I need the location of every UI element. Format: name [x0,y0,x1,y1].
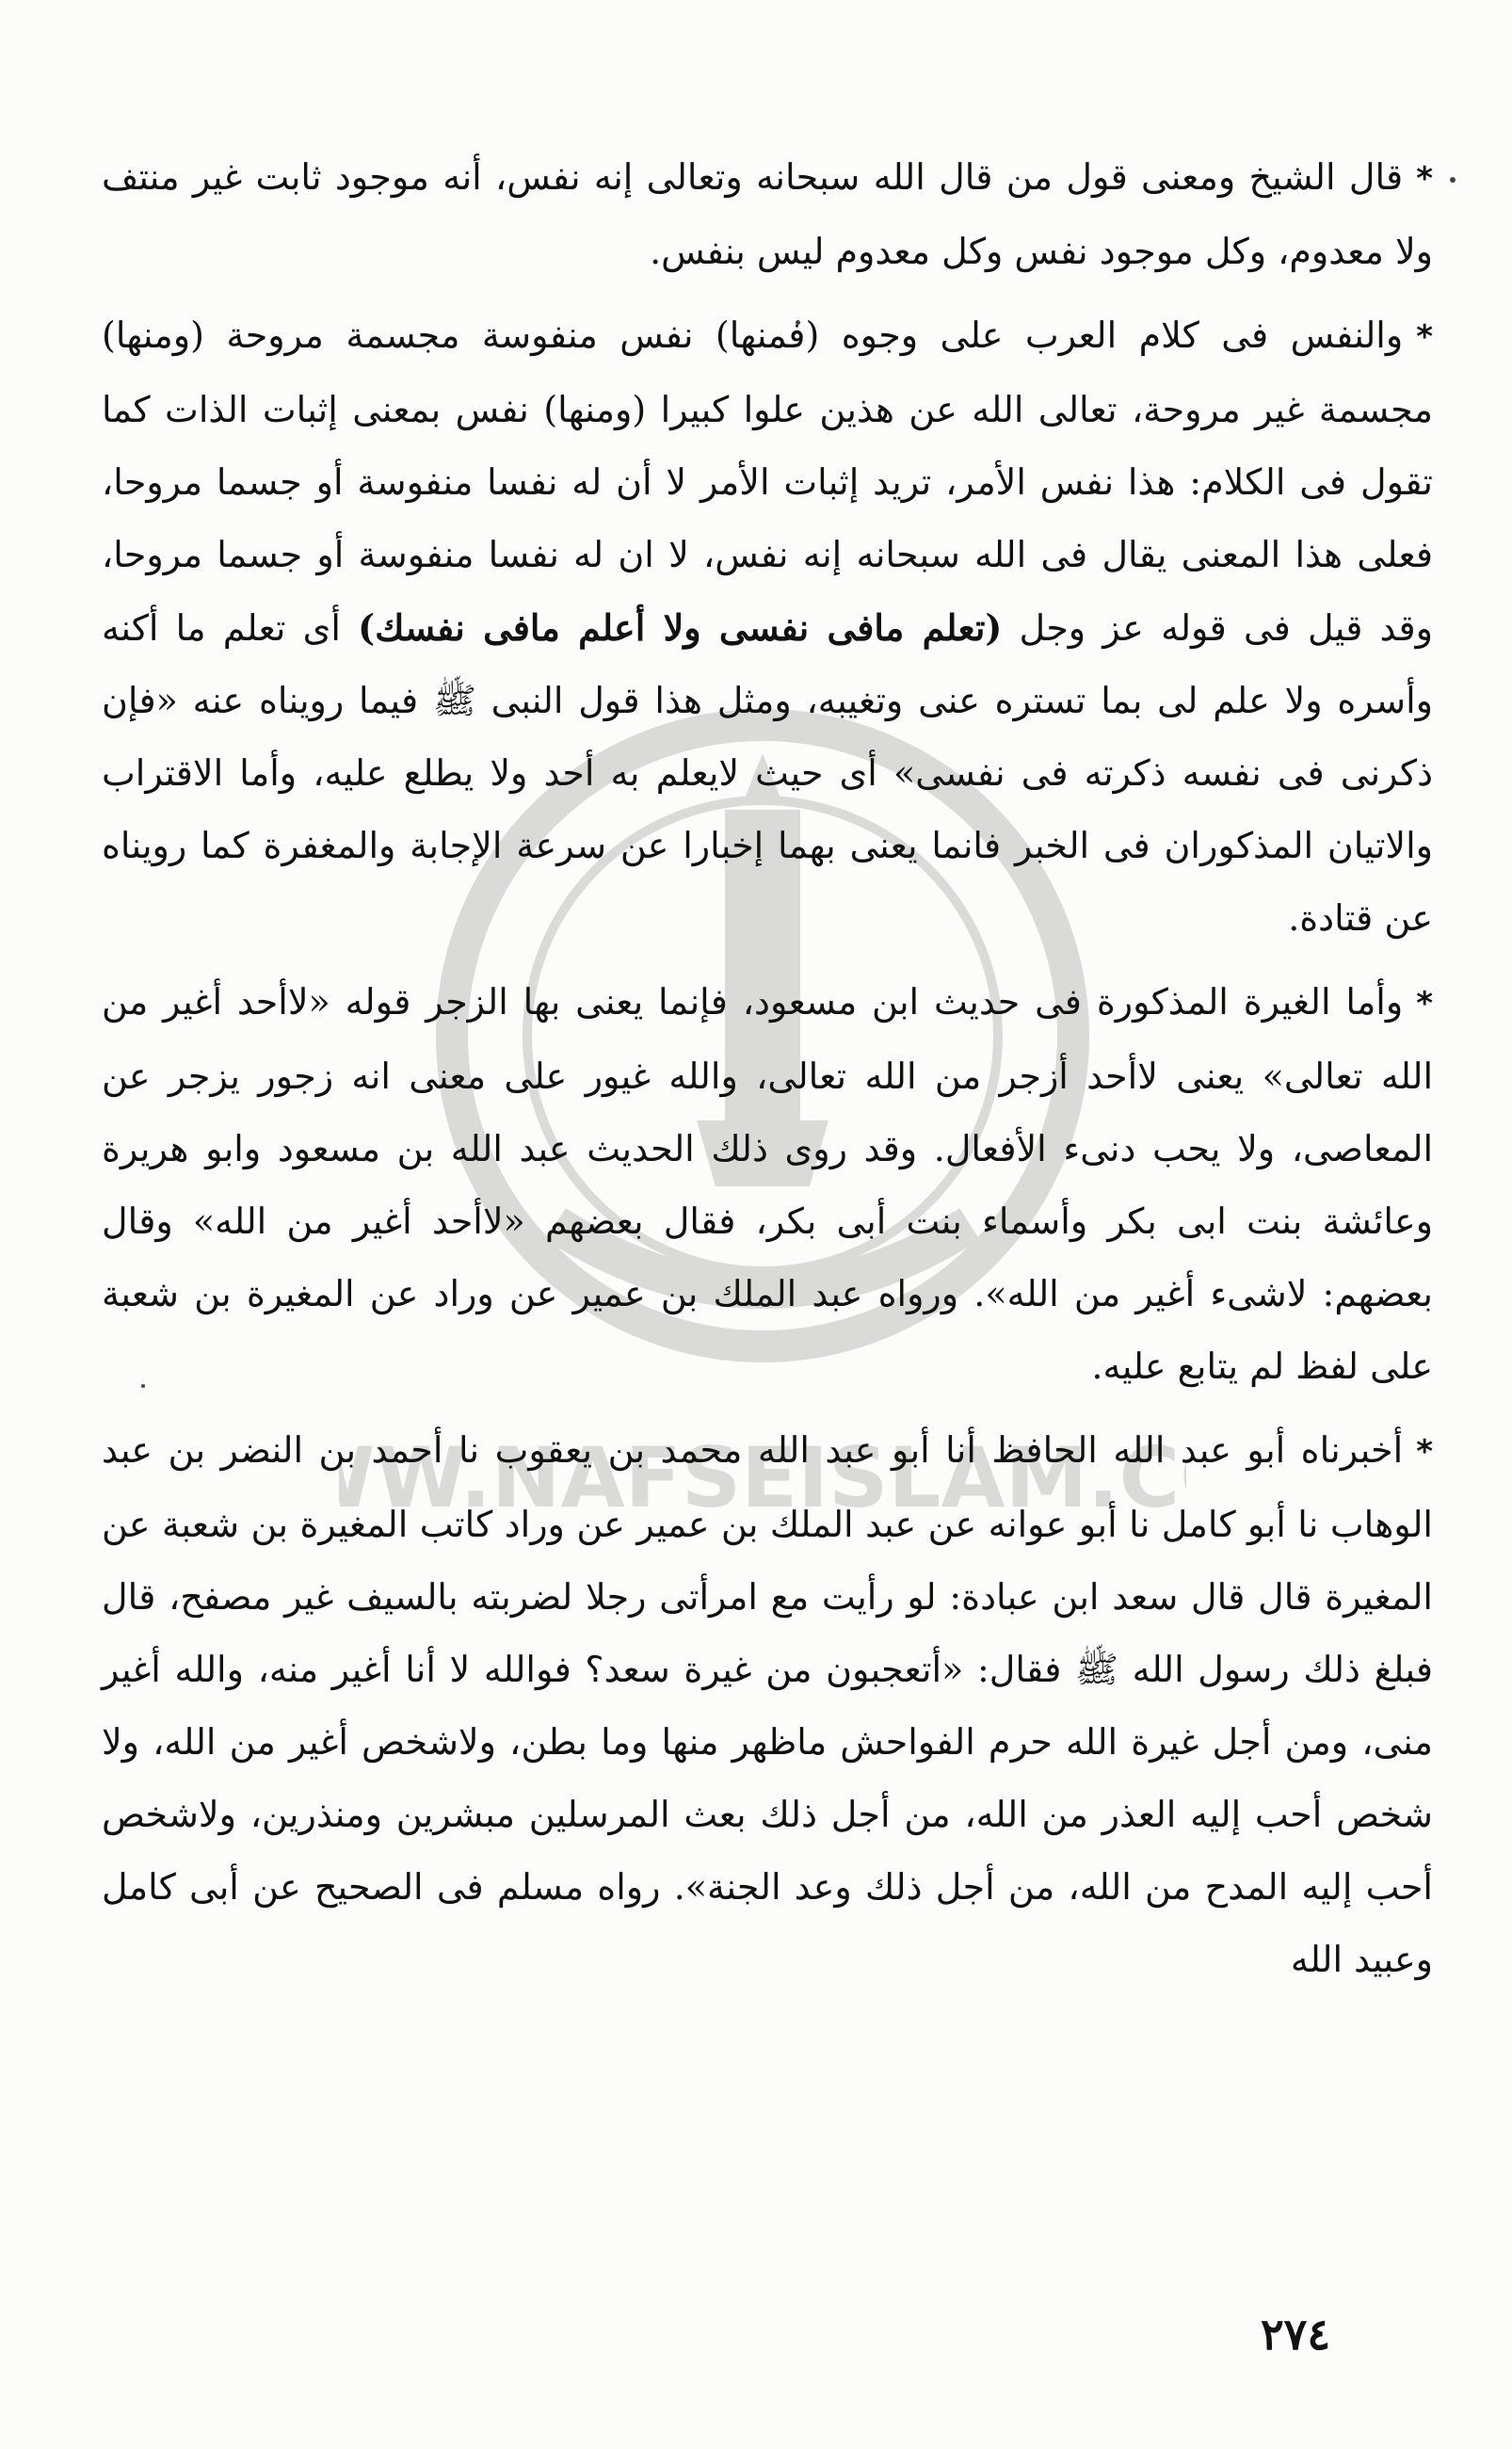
quran-verse-quote: (تعلم مافى نفسى ولا أعلم مافى نفسك) [358,606,1003,649]
paragraph-text: قال الشيخ ومعنى قول من قال الله سبحانه وتعالى إنه نفس، أنه موجود ثابت غير منتف ولا معدوم، وكل موجود نفس وكل معدوم ليس بنفس. [102,156,1433,272]
paragraph-star-marker: * [1416,1433,1433,1471]
paragraph-text-continued: أى تعلم ما أكنه وأسره ولا علم لى بما تستره عنى وتغيبه، ومثل هذا قول النبى ﷺ فيما رويناه عنه «فإن ذكرنى فى نفسه ذكرته فى نفسى» أى حيث لايعلم به أحد ولا يطلع عليه، وأما الاقتراب والاتيان المذكوران فى الخبر فانما يعنى بهما إخبارا عن سرعة الإجابة والمغفرة كما رويناه عن قتادة. [102,607,1433,939]
paragraph-text: أخبرناه أبو عبد الله الحافظ أنا أبو عبد الله محمد بن يعقوب نا أحمد بن النضر بن عبد الوهاب نا أبو كامل نا أبو عوانه عن عبد الملك بن عمير عن وراد كاتب المغيرة بن شعبة عن المغيرة قال قال سعد ابن عبادة: لو رأيت مع امرأتى رجلا لضربته بالسيف غير مصفح، قال فبلغ ذلك رسول الله ﷺ فقال: «أتعجبون من غيرة سعد؟ فوالله لا أنا أغير منه، والله أغير منى، ومن أجل غيرة الله حرم الفواحش ماظهر منها وما بطن، ولاشخص أغير من الله، ولا شخص أحب إليه العذر من الله، من أجل ذلك بعث المرسلين مبشرين ومنذرين، ولاشخص أحب إليه المدح من الله، من أجل ذلك وعد الجنة». رواه مسلم فى الصحيح عن أبى كامل وعبيد الله [102,1429,1433,1980]
page-number: ٢٧٤ [1260,2309,1331,2360]
paragraph-star-marker: * [1416,318,1433,356]
paragraph-2 [102,299,1433,955]
paragraph-star-marker: * [1416,160,1433,198]
paragraph-4 [102,1414,1433,1996]
paragraph-3 [102,966,1433,1403]
body-text [102,141,1433,2007]
paragraph-star-marker: * [1416,985,1433,1023]
scan-speck [1450,177,1456,183]
paragraph-text: وأما الغيرة المذكورة فى حديث ابن مسعود، فإنما يعنى بها الزجر قوله «لاأحد أغير من الله تعالى» يعنى لاأحد أزجر من الله تعالى، والله غيور على معنى انه زجور يزجر عن المعاصى، ولا يحب دنىء الأفعال. وقد روى ذلك الحديث عبد الله بن مسعود وابو هريرة وعائشة بنت ابى بكر وأسماء بنت أبى بكر، فقال بعضهم «لاأحد أغير من الله» وقال بعضهم: لاشىء أغير من الله». ورواه عبد الملك بن عمير عن وراد عن المغيرة بن شعبة على لفظ لم يتابع عليه. [102,981,1433,1387]
paragraph-1 [102,141,1433,288]
watermark-url-text: W.NAFSEISLAM.C [375,1429,1181,1526]
paragraph-text: والنفس فى كلام العرب على وجوه (فمنها) نفس منفوسة مجسمة مروحة (ومنها) مجسمة غير مروحة، تعالى الله عن هذين علوا كبيرا (ومنها) نفس بمعنى إثبات الذات كما تقول فى الكلام: هذا نفس الأمر، تريد إثبات الأمر لا أن له نفسا منفوسة أو جسما مروحا، فعلى هذا المعنى يقال فى الله سبحانه إنه نفس، لا ان له نفسا منفوسة أو جسما مروحا، وقد قيل فى قوله عز وجل [102,314,1433,649]
